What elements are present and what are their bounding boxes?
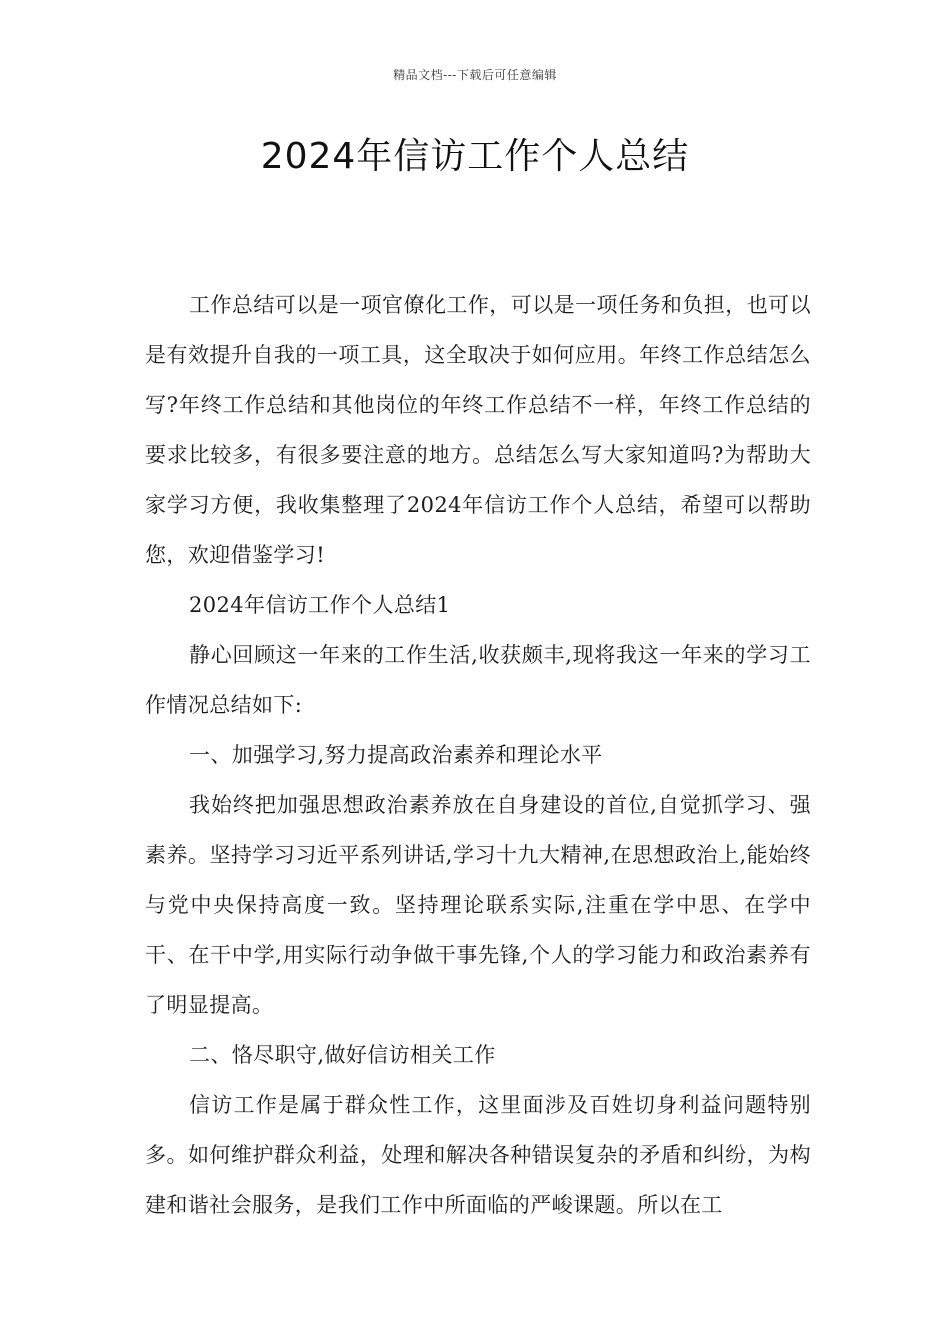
paragraph-heading-one: 一、加强学习,努力提高政治素养和理论水平 [189, 743, 603, 767]
paragraph-section-heading: 2024年信访工作个人总结1 [189, 593, 451, 617]
document-title: 2024年信访工作个人总结 [260, 136, 690, 177]
document-body [145, 280, 811, 1230]
header-note: 精品文档---下载后可任意编辑 [393, 68, 557, 82]
paragraph-intro: 工作总结可以是一项官僚化工作，可以是一项任务和负担，也可以是有效提升自我的一项工具，这全取决于如何应用。年终工作总结怎么写?年终工作总结和其他岗位的年终工作总结不一样，年终工作总结的要求比较多，有很多要注意的地方。总结怎么写大家知道吗?为帮助大家学习方便，我收集整理了2024年信访工作个人总结，希望可以帮助您，欢迎借鉴学习! [145, 293, 811, 567]
paragraph-petition-work: 信访工作是属于群众性工作，这里面涉及百姓切身利益问题特别多。如何维护群众利益，处理和解决各种错误复杂的矛盾和纠纷，为构建和谐社会服务，是我们工作中所面临的严峻课题。所以在工 [145, 1093, 811, 1217]
paragraph-heading-two: 二、恪尽职守,做好信访相关工作 [189, 1043, 496, 1067]
paragraph-study: 我始终把加强思想政治素养放在自身建设的首位,自觉抓学习、强素养。坚持学习习近平系列讲话,学习十九大精神,在思想政治上,能始终与党中央保持高度一致。坚持理论联系实际,注重在学中思、在学中干、在干中学,用实际行动争做干事先锋,个人的学习能力和政治素养有了明显提高。 [145, 793, 811, 1017]
paragraph-review: 静心回顾这一年来的工作生活,收获颇丰,现将我这一年来的学习工作情况总结如下: [145, 643, 811, 717]
